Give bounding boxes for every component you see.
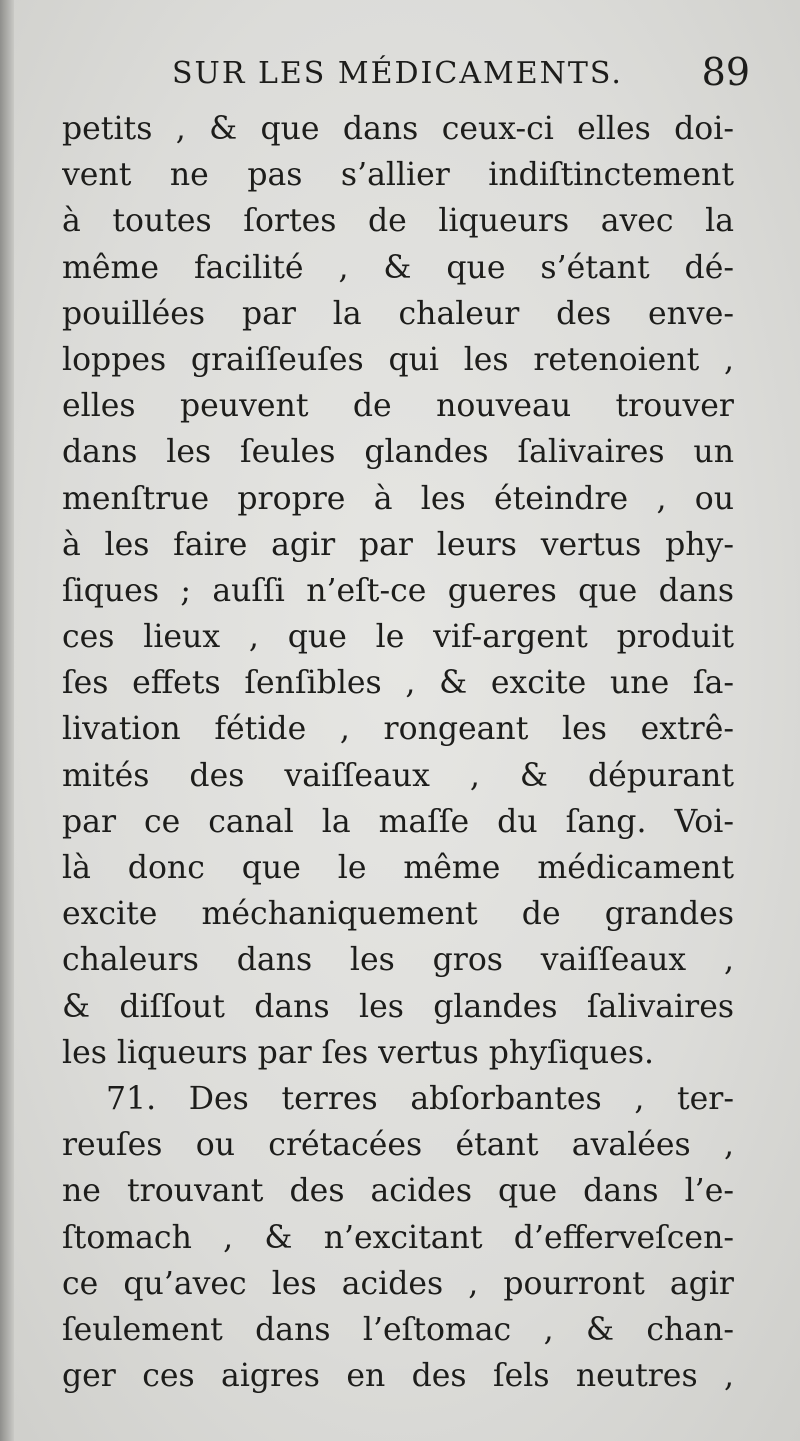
- text-line: petits , & que dans ceux-ci elles doi-: [62, 111, 734, 147]
- text-line: ſes effets ſenſibles , & excite une ſa-: [62, 665, 734, 702]
- text-line: dans les ſeules glandes ſalivaires un: [62, 434, 734, 471]
- page-edge-shadow: [0, 0, 14, 1441]
- text-line: chaleurs dans les gros vaiſſeaux ,: [62, 942, 734, 979]
- text-line: mités des vaiſſeaux , & dépurant: [62, 757, 734, 794]
- text-line: ſtomach , & n’excitant d’efferveſcen-: [62, 1219, 734, 1256]
- text-line: loppes graiſſeuſes qui les retenoient ,: [62, 341, 734, 378]
- text-line: vent ne pas s’allier indiſtinctement: [62, 157, 734, 194]
- text-line: ce qu’avec les acides , pourront agir: [62, 1265, 734, 1302]
- text-line: ne trouvant des acides que dans l’e-: [62, 1173, 734, 1210]
- text-line: ſiques ; auſſi n’eſt-ce gueres que dans: [62, 572, 734, 609]
- text-line: les liqueurs par ſes vertus phyſiques.: [62, 1034, 655, 1071]
- text-line: livation fétide , rongeant les extrê-: [62, 711, 734, 748]
- text-line: reuſes ou crétacées étant avalées ,: [62, 1127, 734, 1164]
- page-number: 89: [701, 50, 750, 94]
- text-line: à toutes ſortes de liqueurs avec la: [62, 203, 734, 240]
- text-line: elles peuvent de nouveau trouver: [62, 388, 734, 425]
- text-line: par ce canal la maſſe du ſang. Voi-: [62, 803, 734, 840]
- text-line: & diſſout dans les glandes ſalivaires: [62, 988, 734, 1025]
- running-title: SUR LES MÉDICAMENTS.: [172, 56, 623, 91]
- text-line: à les faire agir par leurs vertus phy-: [62, 526, 734, 563]
- text-line: ces lieux , que le vif-argent produit: [62, 619, 734, 656]
- text-line: là donc que le même médicament: [62, 850, 734, 886]
- text-line: pouillées par la chaleur des enve-: [62, 295, 734, 332]
- text-line: ſeulement dans l’eſtomac , & chan-: [62, 1311, 734, 1348]
- body-text: [62, 106, 734, 1399]
- paragraph-71-first-line: 71. Des terres abſorbantes , ter-: [106, 1080, 734, 1117]
- text-line: même facilité , & que s’étant dé-: [62, 249, 734, 286]
- text-line: ger ces aigres en des ſels neutres ,: [62, 1358, 734, 1395]
- text-line: excite méchaniquement de grandes: [62, 896, 734, 933]
- text-line: menſtrue propre à les éteindre , ou: [62, 480, 734, 517]
- page-header: [62, 50, 750, 100]
